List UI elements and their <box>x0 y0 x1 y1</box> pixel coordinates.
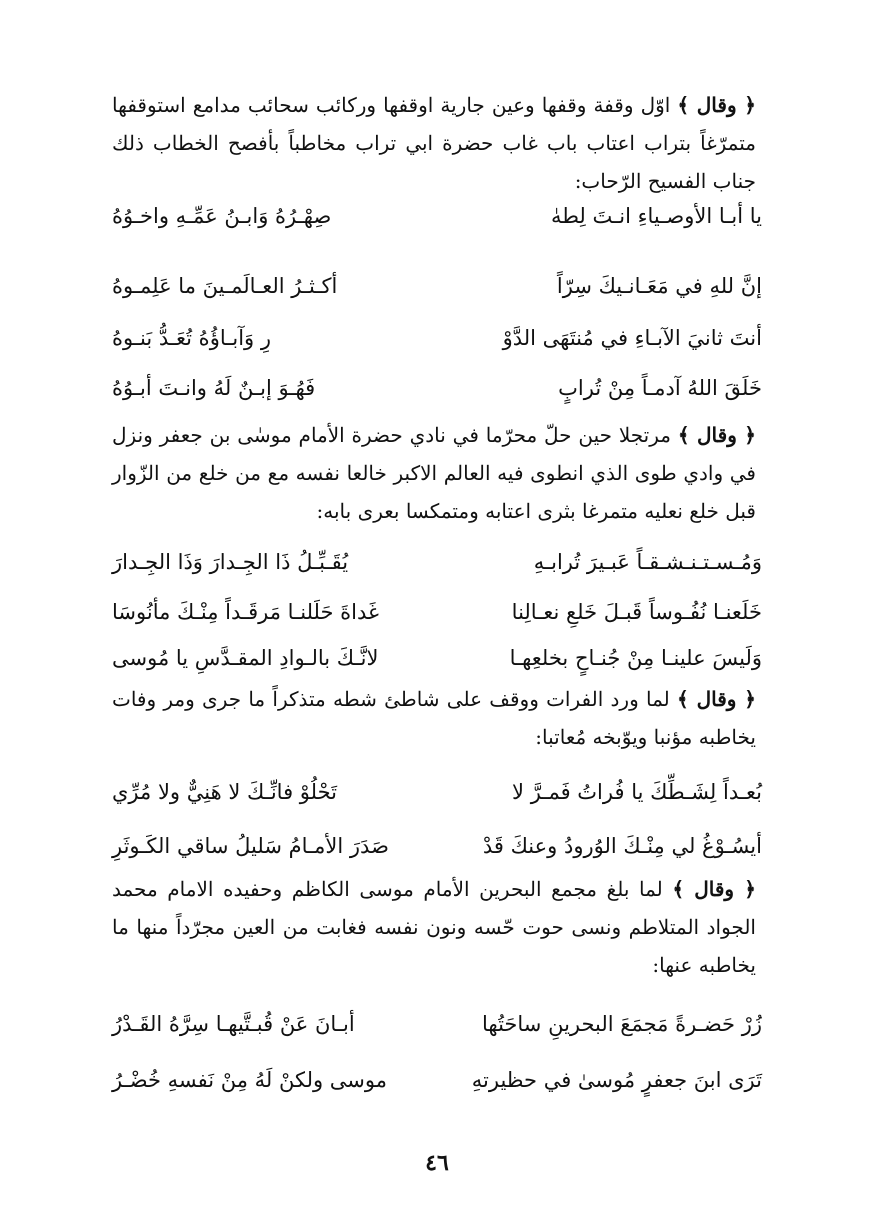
verse-second-hemistich: فَهُـوَ إبـنٌ لَهُ وانـتَ أبـوُهُ <box>112 376 316 400</box>
verse-second-hemistich: صَدَرَ الأمـامُ سَليلُ ساقي الكَـوثَرِ <box>112 834 389 858</box>
verse-line <box>112 638 762 678</box>
section-1-keyword: ﴿ وقال ﴾ <box>677 93 756 117</box>
verse-first-hemistich: يا أبـا الأوصـياءِ انـتَ لِطهٰ <box>550 204 762 228</box>
verse-first-hemistich: زُرْ حَضـرةً مَجمَعَ البحرينِ ساحَتُها <box>482 1012 762 1036</box>
verse-first-hemistich: وَمُـسـتـنـشـقـاً عَبـيرَ تُرابـهِ <box>533 550 762 574</box>
verse-second-hemistich: رِ وَآبـاؤُهُ تُعَـدُّ بَنـوهُ <box>112 326 272 350</box>
verse-line <box>112 592 762 632</box>
verse-second-hemistich: صِهْـرُهُ وَابـنُ عَمِّـهِ واخـوُهُ <box>112 204 332 228</box>
verse-first-hemistich: بُعـداً لِشَـطِّكَ يا فُراتُ فَمـرَّ لا <box>512 780 762 804</box>
verse-first-hemistich: تَرَى ابنَ جعفرٍ مُوسىٰ في حظيرتهِ <box>471 1068 762 1092</box>
verse-first-hemistich: خَلَقَ اللهُ آدمـاً مِنْ تُرابٍ <box>558 376 762 400</box>
section-1-intro-text: اوّل وقفة وقفها وعين جارية اوقفها وركائب سحائب مدامع استوقفها متمرّغاً بتراب اعتاب باب غاب حضرة ابي تراب مخاطباً بأفصح الخطاب ذلك جناب الفسيح الرّحاب: <box>112 93 756 193</box>
section-4-intro-text: لما بلغ مجمع البحرين الأمام موسى الكاظم وحفيده الامام محمد الجواد المتلاطم ونسى حوت حّسه ونون نفسه فغابت من العين مجرّداً منها ما يخاطبه عنها: <box>112 877 756 977</box>
verse-line <box>112 772 762 812</box>
verse-second-hemistich: غَداةَ حَلَلنـا مَرقَـداً مِنْـكَ مأنُوسَا <box>112 600 379 624</box>
verse-line <box>112 826 762 866</box>
verse-second-hemistich: موسى ولكنْ لَهُ مِنْ نَفسهِ خُضْـرُ <box>112 1068 387 1092</box>
section-4-keyword: ﴿ وقال ﴾ <box>672 877 756 901</box>
section-3-intro-text: لما ورد الفرات ووقف على شاطئ شطه متذكراً ما جرى ومر وفات يخاطبه مؤنبا ويوّبخه مُعاتبا: <box>112 687 756 749</box>
section-2-intro-text: مرتجلا حين حلّ محرّما في نادي حضرة الأمام موسٰى بن جعفر ونزل في وادي طوى الذي انطوى فيه العالم الاكبر خالعا نفسه مع من خلع من الزّوار قبل خلع نعليه متمرغا بثرى اعتابه ومتمكسا بعرى بابه: <box>112 423 756 523</box>
verse-first-hemistich: أنتَ ثانيَ الآبـاءِ في مُنتَهَى الدَّوْ <box>502 326 762 350</box>
verse-first-hemistich: أيسُـوْغُ لي مِنْـكَ الوُرودُ وعنكَ قَدْ <box>482 834 762 858</box>
section-2-intro <box>112 416 756 530</box>
section-4-intro <box>112 870 756 984</box>
verse-line <box>112 1004 762 1044</box>
verse-second-hemistich: يُقَـبِّـلُ ذَا الجِـدارَ وَذَا الجِـدارَ <box>112 550 349 574</box>
verse-line <box>112 196 762 236</box>
page-number: ٤٦ <box>425 1150 449 1176</box>
verse-second-hemistich: تَحْلُوْ فانِّـكَ لا هَنِيٌّ ولا مُرِّي <box>112 780 337 804</box>
verse-first-hemistich: خَلَعنـا نُفُـوساً قَبـلَ خَلعِ نعـالِنا <box>511 600 762 624</box>
verse-line <box>112 266 762 306</box>
verse-line <box>112 318 762 358</box>
verse-line <box>112 368 762 408</box>
section-1-intro <box>112 86 756 200</box>
section-3-keyword: ﴿ وقال ﴾ <box>677 687 756 711</box>
verse-first-hemistich: إنَّ للهِ في مَعَـانـيكَ سِرّاً <box>556 274 762 298</box>
verse-second-hemistich: لانَّـكَ بالـوادِ المقـدَّسِ يا مُوسى <box>112 646 379 670</box>
section-2-keyword: ﴿ وقال ﴾ <box>677 423 757 447</box>
verse-second-hemistich: أكـثـرُ العـالَمـينَ ما عَلِمـوهُ <box>112 274 338 298</box>
verse-line <box>112 1060 762 1100</box>
verse-first-hemistich: وَلَيسَ علينـا مِنْ جُنـاحٍ بخلعِهـا <box>509 646 762 670</box>
verse-second-hemistich: أبـانَ عَنْ قُبـتَّيهـا سِرَّهُ القَـدْرُ <box>112 1012 355 1036</box>
section-3-intro <box>112 680 756 756</box>
verse-line <box>112 542 762 582</box>
